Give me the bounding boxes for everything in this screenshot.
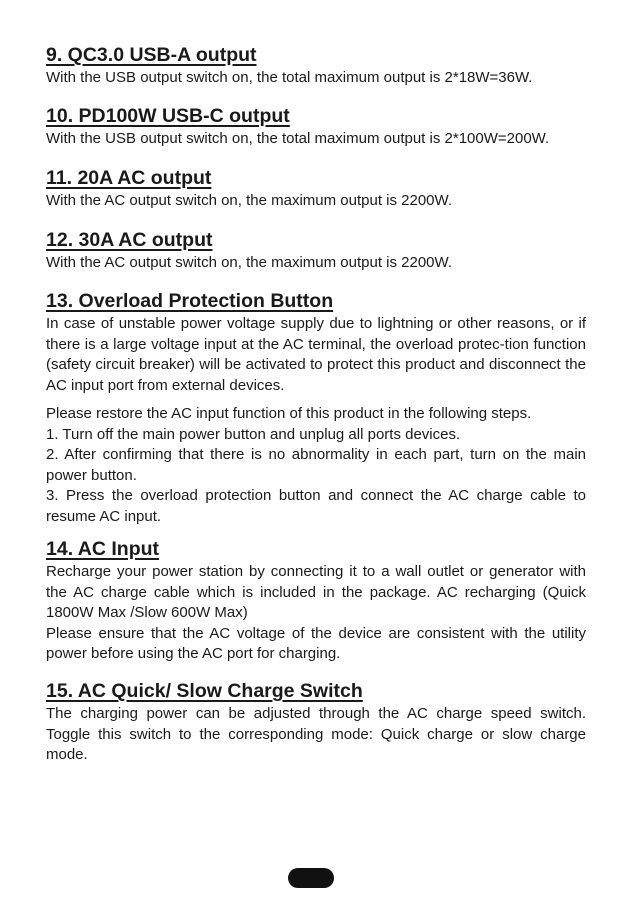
restore-step-1: 1. Turn off the main power button and unplug all ports devices. xyxy=(46,425,461,443)
restore-step-3: 3. Press the overload protection button and connect the AC charge cable to resume AC input. xyxy=(46,487,586,525)
section-pd100w-usb-c-output xyxy=(46,103,549,150)
ac-input-note: Please ensure that the AC voltage of the device are consistent with the utility power before using the AC port for charging. xyxy=(46,624,586,662)
ac-input-description: Recharge your power station by connecting it to a wall outlet or generator with the AC charge cable which is included in the package. AC recharging (Quick 1800W Max /Slow 600W Max) xyxy=(46,563,586,621)
section-text: With the AC output switch on, the maximum output is 2200W. xyxy=(46,254,453,271)
section-text: With the AC output switch on, the maximum output is 2200W. xyxy=(46,192,453,209)
page-number-pill xyxy=(288,868,334,888)
charge-switch-description: The charging power can be adjusted through the AC charge speed switch. Toggle this switch to the corresponding mode: Quick charge or slow charge mode. xyxy=(46,705,586,763)
section-30a-ac-output xyxy=(46,227,452,274)
section-text: With the USB output switch on, the total maximum output is 2*18W=36W. xyxy=(46,69,533,86)
section-overload-protection-button xyxy=(46,288,586,527)
section-heading: 13. Overload Protection Button xyxy=(46,290,334,312)
section-qc30-usb-a-output xyxy=(46,42,532,89)
restore-step-2: 2. After confirming that there is no abnormality in each part, turn on the main power button. xyxy=(46,446,586,484)
section-text: With the USB output switch on, the total maximum output is 2*100W=200W. xyxy=(46,130,550,147)
paragraph-gap xyxy=(46,396,586,404)
section-heading: 10. PD100W USB-C output xyxy=(46,105,290,127)
section-ac-quick-slow-charge-switch xyxy=(46,678,586,766)
section-heading: 14. AC Input xyxy=(46,538,160,560)
section-ac-input xyxy=(46,536,586,665)
section-heading: 12. 30A AC output xyxy=(46,229,213,251)
section-heading: 9. QC3.0 USB-A output xyxy=(46,44,257,66)
section-20a-ac-output xyxy=(46,165,452,212)
restore-intro: Please restore the AC input function of this product in the following steps. xyxy=(46,405,532,422)
overload-description: In case of unstable power voltage supply due to lightning or other reasons, or if there is a large voltage input at the AC terminal, the overload protec-tion function (safety circuit breaker) will be activated to protect this product and disconnect the AC input port from external devices. xyxy=(46,315,586,394)
section-heading: 15. AC Quick/ Slow Charge Switch xyxy=(46,680,363,702)
section-heading: 11. 20A AC output xyxy=(46,167,212,189)
